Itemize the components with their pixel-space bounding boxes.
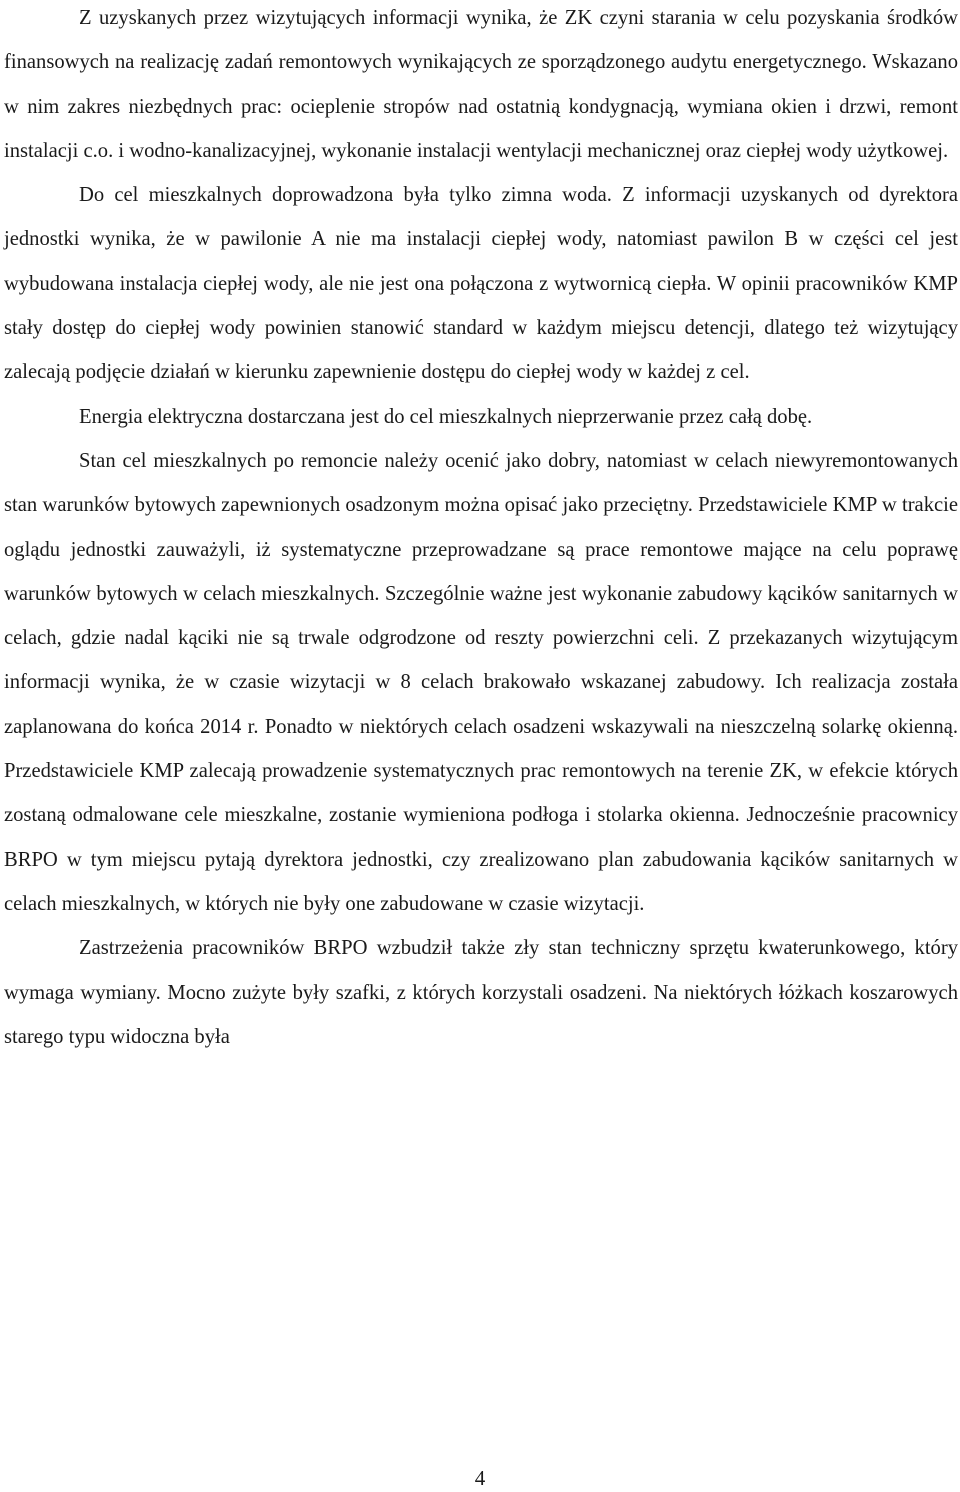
paragraph-water: Do cel mieszkalnych doprowadzona była tylko zimna woda. Z informacji uzyskanych od dyrektora jednostki wynika, że w pawilonie A nie ma instalacji ciepłej wody, natomiast pawilon B w części cel jest wybudowana instalacja ciepłej wody, ale nie jest ona połączona z wytwornicą ciepła. W opinii pracowników KMP stały dostęp do ciepłej wody powinien stanowić standard w każdym miejscu detencji, dlatego też wizytujący zalecają podjęcie działań w kierunku zapewnienie dostępu do ciepłej wody w każdej z cel.: [4, 184, 958, 384]
document-page: [4, 0, 958, 1059]
paragraph-cell-condition: Stan cel mieszkalnych po remoncie należy ocenić jako dobry, natomiast w celach niewyremontowanych stan warunków bytowych zapewnionych osadzonym można opisać jako przeciętny. Przedstawiciele KMP w trakcie oglądu jednostki zauważyli, iż systematyczne przeprowadzane są prace remontowe mające na celu poprawę warunków bytowych w celach mieszkalnych. Szczególnie ważne jest wykonanie zabudowy kącików sanitarnych w celach, gdzie nadal kąciki nie są trwale odgrodzone od reszty powierzchni celi. Z przekazanych wizytującym informacji wynika, że w czasie wizytacji w 8 celach brakowało wskazanej zabudowy. Ich realizacja została zaplanowana do końca 2014 r. Ponadto w niektórych celach osadzeni wskazywali na nieszczelną solarkę okienną. Przedstawiciele KMP zalecają prowadzenie systematycznych prac remontowych na terenie ZK, w efekcie których zostaną odmalowane cele mieszkalne, zostanie wymieniona podłoga i stolarka okienna. Jednocześnie pracownicy BRPO w tym miejscu pytają dyrektora jednostki, czy zrealizowano plan zabudowania kącików sanitarnych w celach mieszkalnych, w których nie były one zabudowane w czasie wizytacji.: [4, 449, 958, 915]
paragraph-audit: Z uzyskanych przez wizytujących informacji wynika, że ZK czyni starania w celu pozyskania środków finansowych na realizację zadań remontowych wynikających ze sporządzonego audytu energetycznego. Wskazano w nim zakres niezbędnych prac: ocieplenie stropów nad ostatnią kondygnacją, wymiana okien i drzwi, remont instalacji c.o. i wodno-kanalizacyjnej, wykonanie instalacji wentylacji mechanicznej oraz ciepłej wody użytkowej.: [4, 7, 958, 162]
paragraph-equipment: Zastrzeżenia pracowników BRPO wzbudził także zły stan techniczny sprzętu kwaterunkowego, który wymaga wymiany. Mocno zużyte były szafki, z których korzystali osadzeni. Na niektórych łóżkach koszarowych starego typu widoczna była: [4, 937, 958, 1048]
page-number: 4: [474, 1466, 486, 1490]
paragraph-electricity: Energia elektryczna dostarczana jest do cel mieszkalnych nieprzerwanie przez całą dobę.: [79, 405, 813, 428]
